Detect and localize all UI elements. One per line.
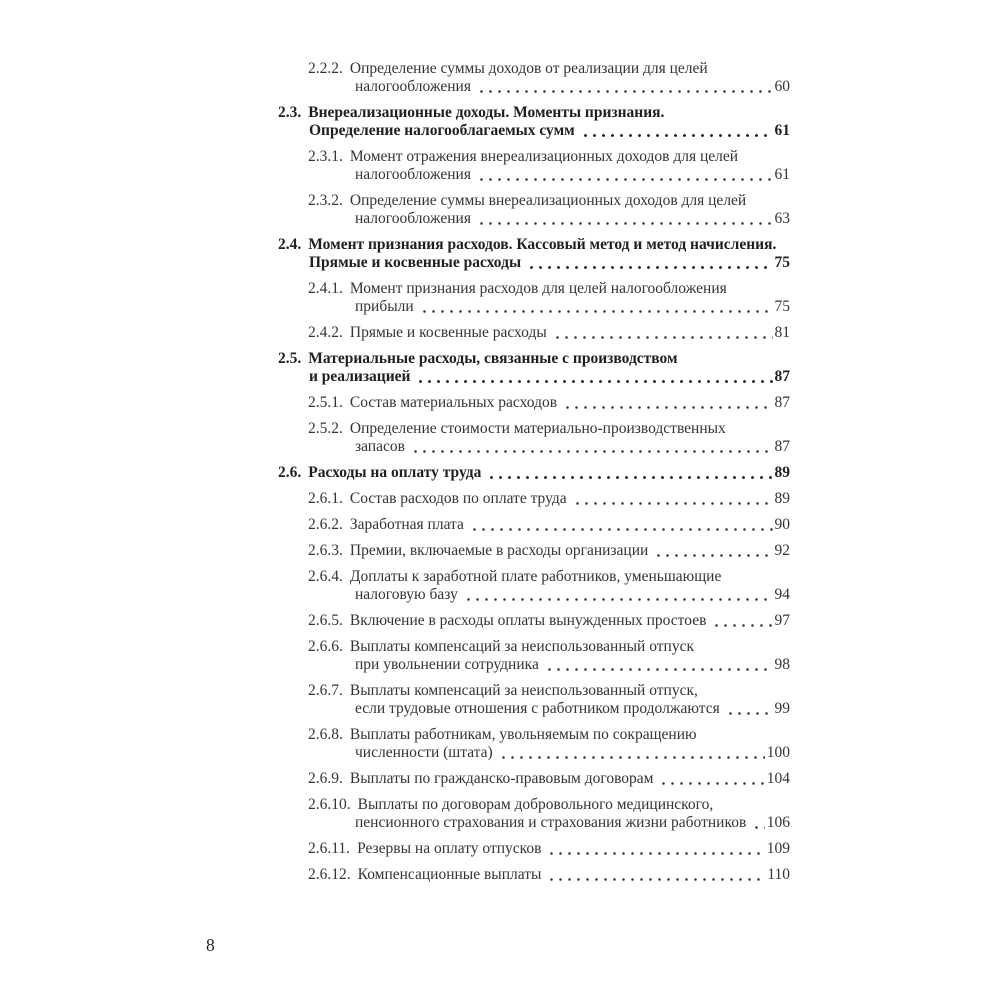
toc-entry-number: 2.2.2. bbox=[308, 60, 343, 77]
toc-entry-text: Момент признания расходов для целей налогообложения bbox=[349, 280, 727, 297]
toc-entry-line bbox=[308, 542, 790, 560]
toc-entry-text: запасов bbox=[355, 438, 405, 455]
toc-entry-text: Состав расходов по оплате труда bbox=[349, 490, 567, 507]
toc-entry-text: Компенсационные выплаты bbox=[357, 866, 542, 883]
toc-entry-2-6-8 bbox=[308, 726, 790, 762]
toc-entry-text: Включение в расходы оплаты вынужденных простоев bbox=[349, 612, 707, 629]
toc-entry-line bbox=[308, 420, 790, 438]
toc-entry-line bbox=[308, 568, 790, 586]
toc-entry-line bbox=[278, 122, 790, 140]
toc-entry-line bbox=[308, 866, 790, 884]
toc-entry-text: если трудовые отношения с работником продолжаются bbox=[355, 700, 720, 717]
toc-entry-line bbox=[308, 192, 790, 210]
toc-entry-line bbox=[278, 236, 790, 254]
dot-leader bbox=[499, 756, 765, 759]
dot-leader bbox=[545, 668, 773, 671]
dot-leader bbox=[547, 878, 765, 881]
toc-entry-2-6-10 bbox=[308, 796, 790, 832]
toc-entry-2-6-3 bbox=[308, 542, 790, 560]
toc-entry-text: Прямые и косвенные расходы bbox=[309, 254, 522, 271]
toc-entry-line bbox=[308, 700, 790, 718]
toc-entry-2-3-2 bbox=[308, 192, 790, 228]
toc-entry-text: прибыли bbox=[355, 298, 414, 315]
toc-entry-line bbox=[308, 796, 790, 814]
toc-entry-text: Внереализационные доходы. Моменты признания. bbox=[308, 104, 665, 121]
toc-entry-line bbox=[308, 490, 790, 508]
dot-leader bbox=[563, 406, 772, 409]
toc-entry-number: 2.6.3. bbox=[308, 542, 343, 559]
toc-page-number: 75 bbox=[774, 254, 790, 271]
toc-entry-2-4-2 bbox=[308, 324, 790, 342]
table-of-contents bbox=[278, 60, 790, 892]
dot-leader bbox=[712, 624, 772, 627]
toc-entry-2-6 bbox=[278, 464, 790, 482]
dot-leader bbox=[752, 826, 764, 829]
dot-leader bbox=[573, 502, 773, 505]
toc-entry-2-6-12 bbox=[308, 866, 790, 884]
dot-leader bbox=[420, 310, 773, 313]
dot-leader bbox=[659, 782, 764, 785]
toc-page-number: 89 bbox=[774, 464, 790, 481]
toc-entry-line bbox=[308, 586, 790, 604]
toc-entry-line bbox=[278, 104, 790, 122]
toc-entry-number: 2.6.8. bbox=[308, 726, 343, 743]
toc-entry-text: и реализацией bbox=[309, 368, 411, 385]
toc-entry-text: Резервы на оплату отпусков bbox=[357, 840, 542, 857]
toc-page-number: 63 bbox=[774, 210, 790, 227]
toc-entry-text: налогообложения bbox=[355, 166, 471, 183]
dot-leader bbox=[581, 134, 773, 137]
toc-entry-text: Момент признания расходов. Кассовый метод и метод начисления. bbox=[308, 236, 777, 253]
toc-entry-2-3 bbox=[278, 104, 790, 140]
dot-leader bbox=[477, 222, 773, 225]
toc-entry-number: 2.6.11. bbox=[308, 840, 351, 857]
toc-page-number: 104 bbox=[766, 770, 790, 787]
toc-entry-2-6-7 bbox=[308, 682, 790, 718]
toc-entry-line bbox=[278, 368, 790, 386]
toc-entry-text: Выплаты по договорам добровольного медицинского, bbox=[357, 796, 714, 813]
toc-entry-line bbox=[308, 516, 790, 534]
toc-entry-text: Состав материальных расходов bbox=[349, 394, 558, 411]
toc-entry-number: 2.6.2. bbox=[308, 516, 343, 533]
toc-entry-number: 2.4.2. bbox=[308, 324, 343, 341]
toc-entry-line bbox=[278, 254, 790, 272]
toc-entry-2-6-9 bbox=[308, 770, 790, 788]
toc-entry-number: 2.5.2. bbox=[308, 420, 343, 437]
toc-entry-line bbox=[308, 726, 790, 744]
toc-entry-2-6-1 bbox=[308, 490, 790, 508]
toc-entry-2-6-4 bbox=[308, 568, 790, 604]
toc-page-number: 87 bbox=[774, 368, 790, 385]
toc-entry-text: Прямые и косвенные расходы bbox=[349, 324, 547, 341]
toc-entry-line bbox=[278, 350, 790, 368]
toc-entry-text: Момент отражения внереализационных доходов для целей bbox=[349, 148, 739, 165]
toc-entry-text: Определение налогооблагаемых сумм bbox=[309, 122, 575, 139]
toc-entry-number: 2.6.7. bbox=[308, 682, 343, 699]
toc-entry-number: 2.5.1. bbox=[308, 394, 343, 411]
toc-entry-text: при увольнении сотрудника bbox=[355, 656, 539, 673]
toc-entry-2-6-6 bbox=[308, 638, 790, 674]
toc-entry-text: Определение суммы доходов от реализации для целей bbox=[349, 60, 708, 77]
toc-entry-number: 2.6.6. bbox=[308, 638, 343, 655]
dot-leader bbox=[470, 528, 773, 531]
toc-entry-text: Расходы на оплату труда bbox=[308, 464, 482, 481]
toc-page-number: 110 bbox=[767, 866, 790, 883]
toc-entry-2-5 bbox=[278, 350, 790, 386]
toc-entry-line bbox=[308, 166, 790, 184]
toc-entry-number: 2.3. bbox=[278, 104, 302, 121]
toc-page-number: 87 bbox=[774, 438, 790, 455]
toc-entry-text: Заработная плата bbox=[349, 516, 464, 533]
toc-entry-number: 2.6.4. bbox=[308, 568, 343, 585]
toc-page-number: 60 bbox=[774, 78, 790, 95]
toc-entry-text: Определение стоимости материально-производственных bbox=[349, 420, 726, 437]
toc-page-number: 97 bbox=[774, 612, 790, 629]
toc-entry-2-4 bbox=[278, 236, 790, 272]
toc-entry-line bbox=[308, 814, 790, 832]
toc-entry-text: Премии, включаемые в расходы организации bbox=[349, 542, 649, 559]
toc-entry-2-5-2 bbox=[308, 420, 790, 456]
dot-leader bbox=[416, 380, 772, 383]
toc-entry-line bbox=[308, 840, 790, 858]
toc-page-number: 61 bbox=[774, 166, 790, 183]
dot-leader bbox=[477, 90, 773, 93]
toc-entry-line bbox=[308, 638, 790, 656]
toc-entry-line bbox=[308, 210, 790, 228]
dot-leader bbox=[547, 852, 764, 855]
toc-entry-text: налогообложения bbox=[355, 78, 471, 95]
toc-entry-line bbox=[308, 770, 790, 788]
toc-entry-line bbox=[308, 656, 790, 674]
toc-entry-text: Определение суммы внереализационных доходов для целей bbox=[349, 192, 747, 209]
toc-entry-line bbox=[308, 612, 790, 630]
toc-page-number: 89 bbox=[774, 490, 790, 507]
toc-entry-line bbox=[278, 464, 790, 482]
toc-entry-line bbox=[308, 324, 790, 342]
dot-leader bbox=[487, 476, 772, 479]
dot-leader bbox=[553, 336, 773, 339]
toc-entry-number: 2.6.12. bbox=[308, 866, 351, 883]
toc-page-number: 92 bbox=[774, 542, 790, 559]
toc-entry-number: 2.4. bbox=[278, 236, 302, 253]
toc-entry-number: 2.5. bbox=[278, 350, 302, 367]
toc-entry-line bbox=[308, 438, 790, 456]
toc-page-number: 61 bbox=[774, 122, 790, 139]
dot-leader bbox=[477, 178, 773, 181]
toc-page-number: 99 bbox=[774, 700, 790, 717]
toc-entry-text: Выплаты по гражданско-правовым договорам bbox=[349, 770, 654, 787]
toc-entry-2-6-11 bbox=[308, 840, 790, 858]
toc-entry-number: 2.3.2. bbox=[308, 192, 343, 209]
toc-entry-line bbox=[308, 60, 790, 78]
toc-entry-text: пенсионного страхования и страхования жизни работников bbox=[355, 814, 747, 831]
toc-entry-line bbox=[308, 78, 790, 96]
toc-entry-text: налоговую базу bbox=[355, 586, 458, 603]
toc-page-number: 94 bbox=[774, 586, 790, 603]
dot-leader bbox=[654, 554, 772, 557]
dot-leader bbox=[726, 712, 773, 715]
toc-entry-line bbox=[308, 682, 790, 700]
toc-entry-2-6-5 bbox=[308, 612, 790, 630]
toc-entry-text: Доплаты к заработной плате работников, уменьшающие bbox=[349, 568, 722, 585]
toc-entry-text: налогообложения bbox=[355, 210, 471, 227]
toc-entry-2-2-2 bbox=[308, 60, 790, 96]
toc-entry-text: Выплаты компенсаций за неиспользованный отпуск bbox=[349, 638, 694, 655]
toc-page-number: 106 bbox=[766, 814, 790, 831]
toc-page-number: 100 bbox=[766, 744, 790, 761]
dot-leader bbox=[464, 598, 773, 601]
dot-leader bbox=[527, 266, 772, 269]
toc-entry-number: 2.6.1. bbox=[308, 490, 343, 507]
toc-entry-text: Выплаты компенсаций за неиспользованный отпуск, bbox=[349, 682, 698, 699]
toc-entry-text: Материальные расходы, связанные с производством bbox=[308, 350, 678, 367]
toc-entry-number: 2.6.5. bbox=[308, 612, 343, 629]
page-number-footer: 8 bbox=[206, 935, 215, 955]
toc-entry-2-4-1 bbox=[308, 280, 790, 316]
toc-page-number: 90 bbox=[774, 516, 790, 533]
toc-entry-text: Выплаты работникам, увольняемым по сокращению bbox=[349, 726, 697, 743]
toc-entry-line bbox=[308, 394, 790, 412]
toc-entry-line bbox=[308, 148, 790, 166]
toc-entry-2-3-1 bbox=[308, 148, 790, 184]
toc-entry-number: 2.6.10. bbox=[308, 796, 351, 813]
toc-entry-line bbox=[308, 298, 790, 316]
toc-page-number: 75 bbox=[774, 298, 790, 315]
toc-entry-2-6-2 bbox=[308, 516, 790, 534]
toc-page-number: 109 bbox=[766, 840, 790, 857]
toc-entry-number: 2.6. bbox=[278, 464, 302, 481]
toc-entry-text: численности (штата) bbox=[355, 744, 493, 761]
toc-entry-2-5-1 bbox=[308, 394, 790, 412]
toc-entry-number: 2.6.9. bbox=[308, 770, 343, 787]
toc-entry-number: 2.4.1. bbox=[308, 280, 343, 297]
toc-page-number: 87 bbox=[774, 394, 790, 411]
toc-entry-line bbox=[308, 744, 790, 762]
toc-page-number: 81 bbox=[774, 324, 790, 341]
toc-entry-line bbox=[308, 280, 790, 298]
toc-entry-number: 2.3.1. bbox=[308, 148, 343, 165]
toc-page-number: 98 bbox=[774, 656, 790, 673]
dot-leader bbox=[411, 450, 773, 453]
